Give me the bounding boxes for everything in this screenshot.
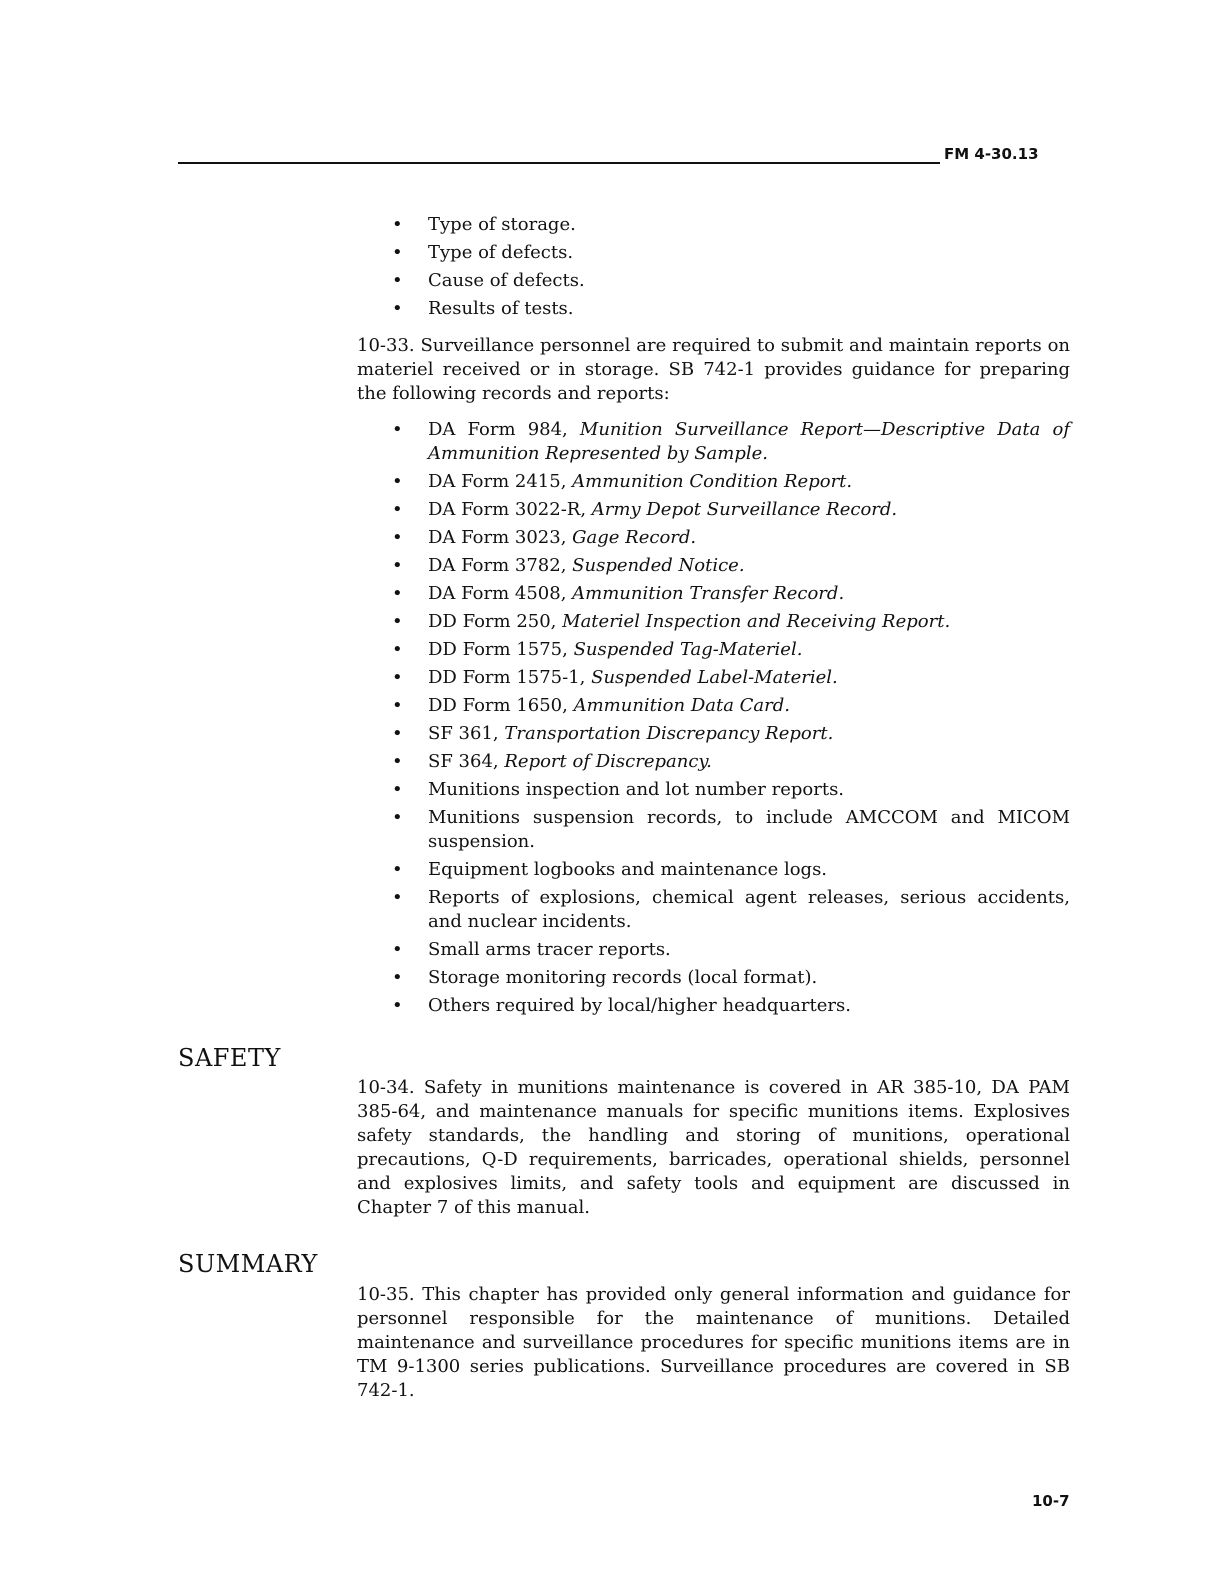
list-item: • Results of tests. [392, 298, 574, 319]
reports-block [357, 334, 1070, 1022]
header-rule [178, 162, 940, 164]
list-item: • Storage monitoring records (local format). [392, 967, 818, 988]
list-item: • DA Form 2415, Ammunition Condition Report. [392, 471, 853, 492]
paragraph-10-33: 10-33. Surveillance personnel are required to submit and maintain reports on materiel received or in storage. SB 742-1 provides guidance for preparing the following records and reports: [357, 335, 1070, 404]
list-item: • Small arms tracer reports. [392, 939, 671, 960]
list-item: • SF 361, Transportation Discrepancy Report. [392, 723, 834, 744]
safety-heading: SAFETY [178, 1044, 281, 1072]
storage-list [357, 213, 1070, 321]
list-item: • Type of defects. [392, 242, 574, 263]
page-number: 10-7 [1032, 1492, 1070, 1510]
list-item: • Type of storage. [392, 214, 576, 235]
list-item: • Others required by local/higher headquarters. [392, 995, 851, 1016]
list-item: • DD Form 1650, Ammunition Data Card. [392, 695, 791, 716]
list-item: • Equipment logbooks and maintenance logs. [392, 859, 828, 880]
list-item: • DD Form 250, Materiel Inspection and Receiving Report. [392, 611, 951, 632]
list-item: • DD Form 1575-1, Suspended Label-Materiel. [392, 667, 838, 688]
list-item: • DA Form 4508, Ammunition Transfer Record. [392, 583, 845, 604]
list-item: • Munitions suspension records, to include AMCCOM and MICOM suspension. [392, 807, 1070, 852]
reports-list [357, 418, 1070, 1018]
paragraph-10-34: 10-34. Safety in munitions maintenance is covered in AR 385-10, DA PAM 385-64, and maintenance manuals for specific munitions items. Explosives safety standards, the handling and storing of munitions, operational precautions, Q-D requirements, barricades, operational shields, personnel and explosives limits, and safety tools and equipment are discussed in Chapter 7 of this manual. [357, 1077, 1070, 1218]
document-id: FM 4-30.13 [944, 145, 1039, 163]
list-item: • DA Form 3782, Suspended Notice. [392, 555, 745, 576]
summary-block [357, 1283, 1070, 1403]
list-item: • Reports of explosions, chemical agent releases, serious accidents, and nuclear incidents. [392, 887, 1070, 932]
list-item: • DA Form 3022-R, Army Depot Surveillance Record. [392, 499, 898, 520]
storage-list-block [357, 213, 1070, 325]
list-item: • DA Form 984, Munition Surveillance Report—Descriptive Data of Ammunition Represented by Sample. [392, 419, 1070, 464]
paragraph-10-35: 10-35. This chapter has provided only general information and guidance for personnel responsible for the maintenance of munitions. Detailed maintenance and surveillance procedures for specific munitions items are in TM 9-1300 series publications. Surveillance procedures are covered in SB 742-1. [357, 1284, 1070, 1401]
safety-block [357, 1076, 1070, 1220]
list-item: • Munitions inspection and lot number reports. [392, 779, 845, 800]
list-item: • Cause of defects. [392, 270, 585, 291]
list-item: • DA Form 3023, Gage Record. [392, 527, 697, 548]
summary-heading: SUMMARY [178, 1250, 318, 1278]
list-item: • DD Form 1575, Suspended Tag-Materiel. [392, 639, 803, 660]
list-item: • SF 364, Report of Discrepancy. [392, 751, 712, 772]
